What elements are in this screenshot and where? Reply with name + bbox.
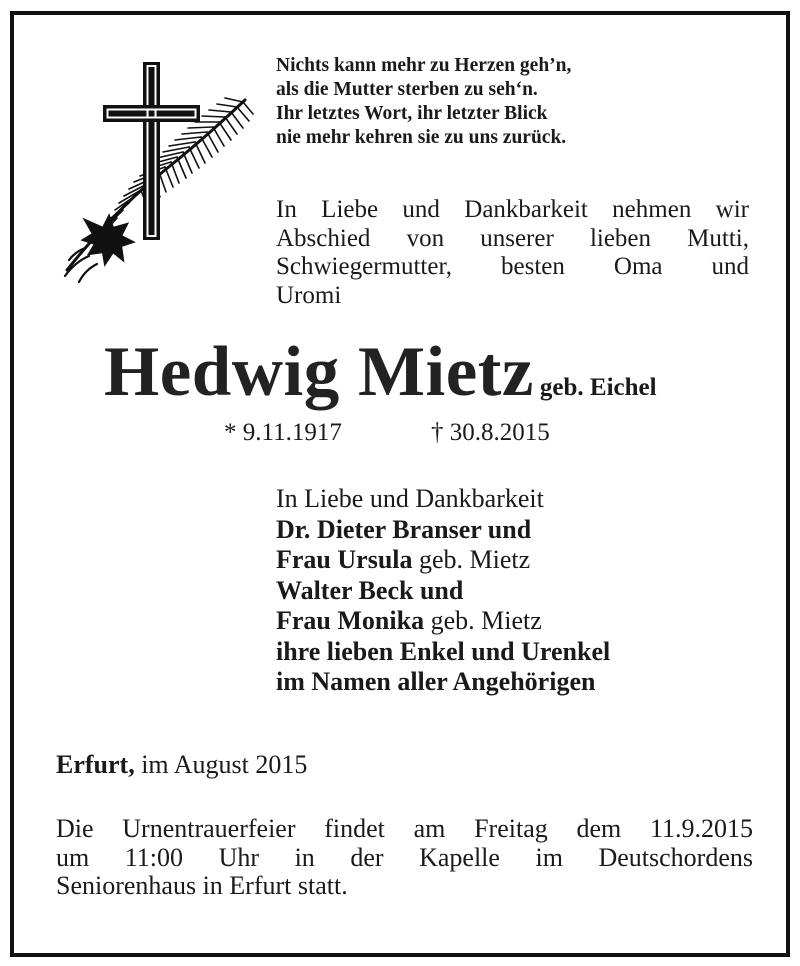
survivor-line: Dr. Dieter Branser und (276, 514, 532, 544)
service-line: um 11:00 Uhr in der Kapelle im Deutschordens (56, 842, 753, 872)
survivor-line: ihre lieben Enkel und Urenkel (276, 636, 611, 666)
survivors-list (276, 484, 610, 698)
poem-line: Ihr letztes Wort, ihr letzter Blick (276, 103, 548, 124)
maiden-name: geb. Eichel (539, 374, 657, 401)
survivor-name: Frau Ursula (276, 545, 413, 574)
survivor-name: Frau Monika (276, 606, 425, 635)
poem-line: als die Mutter sterben zu seh‘n. (276, 79, 538, 100)
city: Erfurt, (56, 750, 135, 779)
survivor-line (276, 606, 610, 637)
intro-line: Abschied von unserer lieben Mutti, (276, 224, 749, 252)
service-info (56, 815, 753, 901)
survivors-opening: In Liebe und Dankbarkeit (276, 484, 544, 513)
intro-line: Uromi (276, 281, 342, 309)
birth-date: * 9.11.1917 (224, 419, 342, 446)
place-date (56, 750, 307, 780)
survivor-maiden: geb. Mietz (424, 606, 542, 635)
deceased-name-line (104, 332, 657, 413)
deceased-name: Hedwig Mietz (104, 333, 534, 411)
poem-line: nie mehr kehren sie zu uns zurück. (276, 127, 567, 148)
survivor-line: im Namen aller Angehörigen (276, 667, 596, 696)
intro-line: Schwiegermutter, besten Oma und (276, 253, 749, 280)
service-line: Die Urnentrauerfeier findet am Freitag dem 11.9.2015 (56, 814, 753, 843)
survivor-maiden: geb. Mietz (412, 545, 531, 574)
intro-line: In Liebe und Dankbarkeit nehmen wir (276, 196, 749, 223)
survivor-line (276, 545, 610, 576)
cross-with-branch (55, 60, 260, 285)
service-line: Seniorenhaus in Erfurt statt. (56, 871, 348, 900)
death-date: † 30.8.2015 (431, 419, 550, 446)
poem (276, 54, 571, 150)
survivor-line: Walter Beck und (276, 575, 464, 605)
intro-text (276, 196, 749, 310)
poem-line: Nichts kann mehr zu Herzen geh’n, (276, 55, 572, 76)
month-year: im August 2015 (134, 750, 308, 779)
